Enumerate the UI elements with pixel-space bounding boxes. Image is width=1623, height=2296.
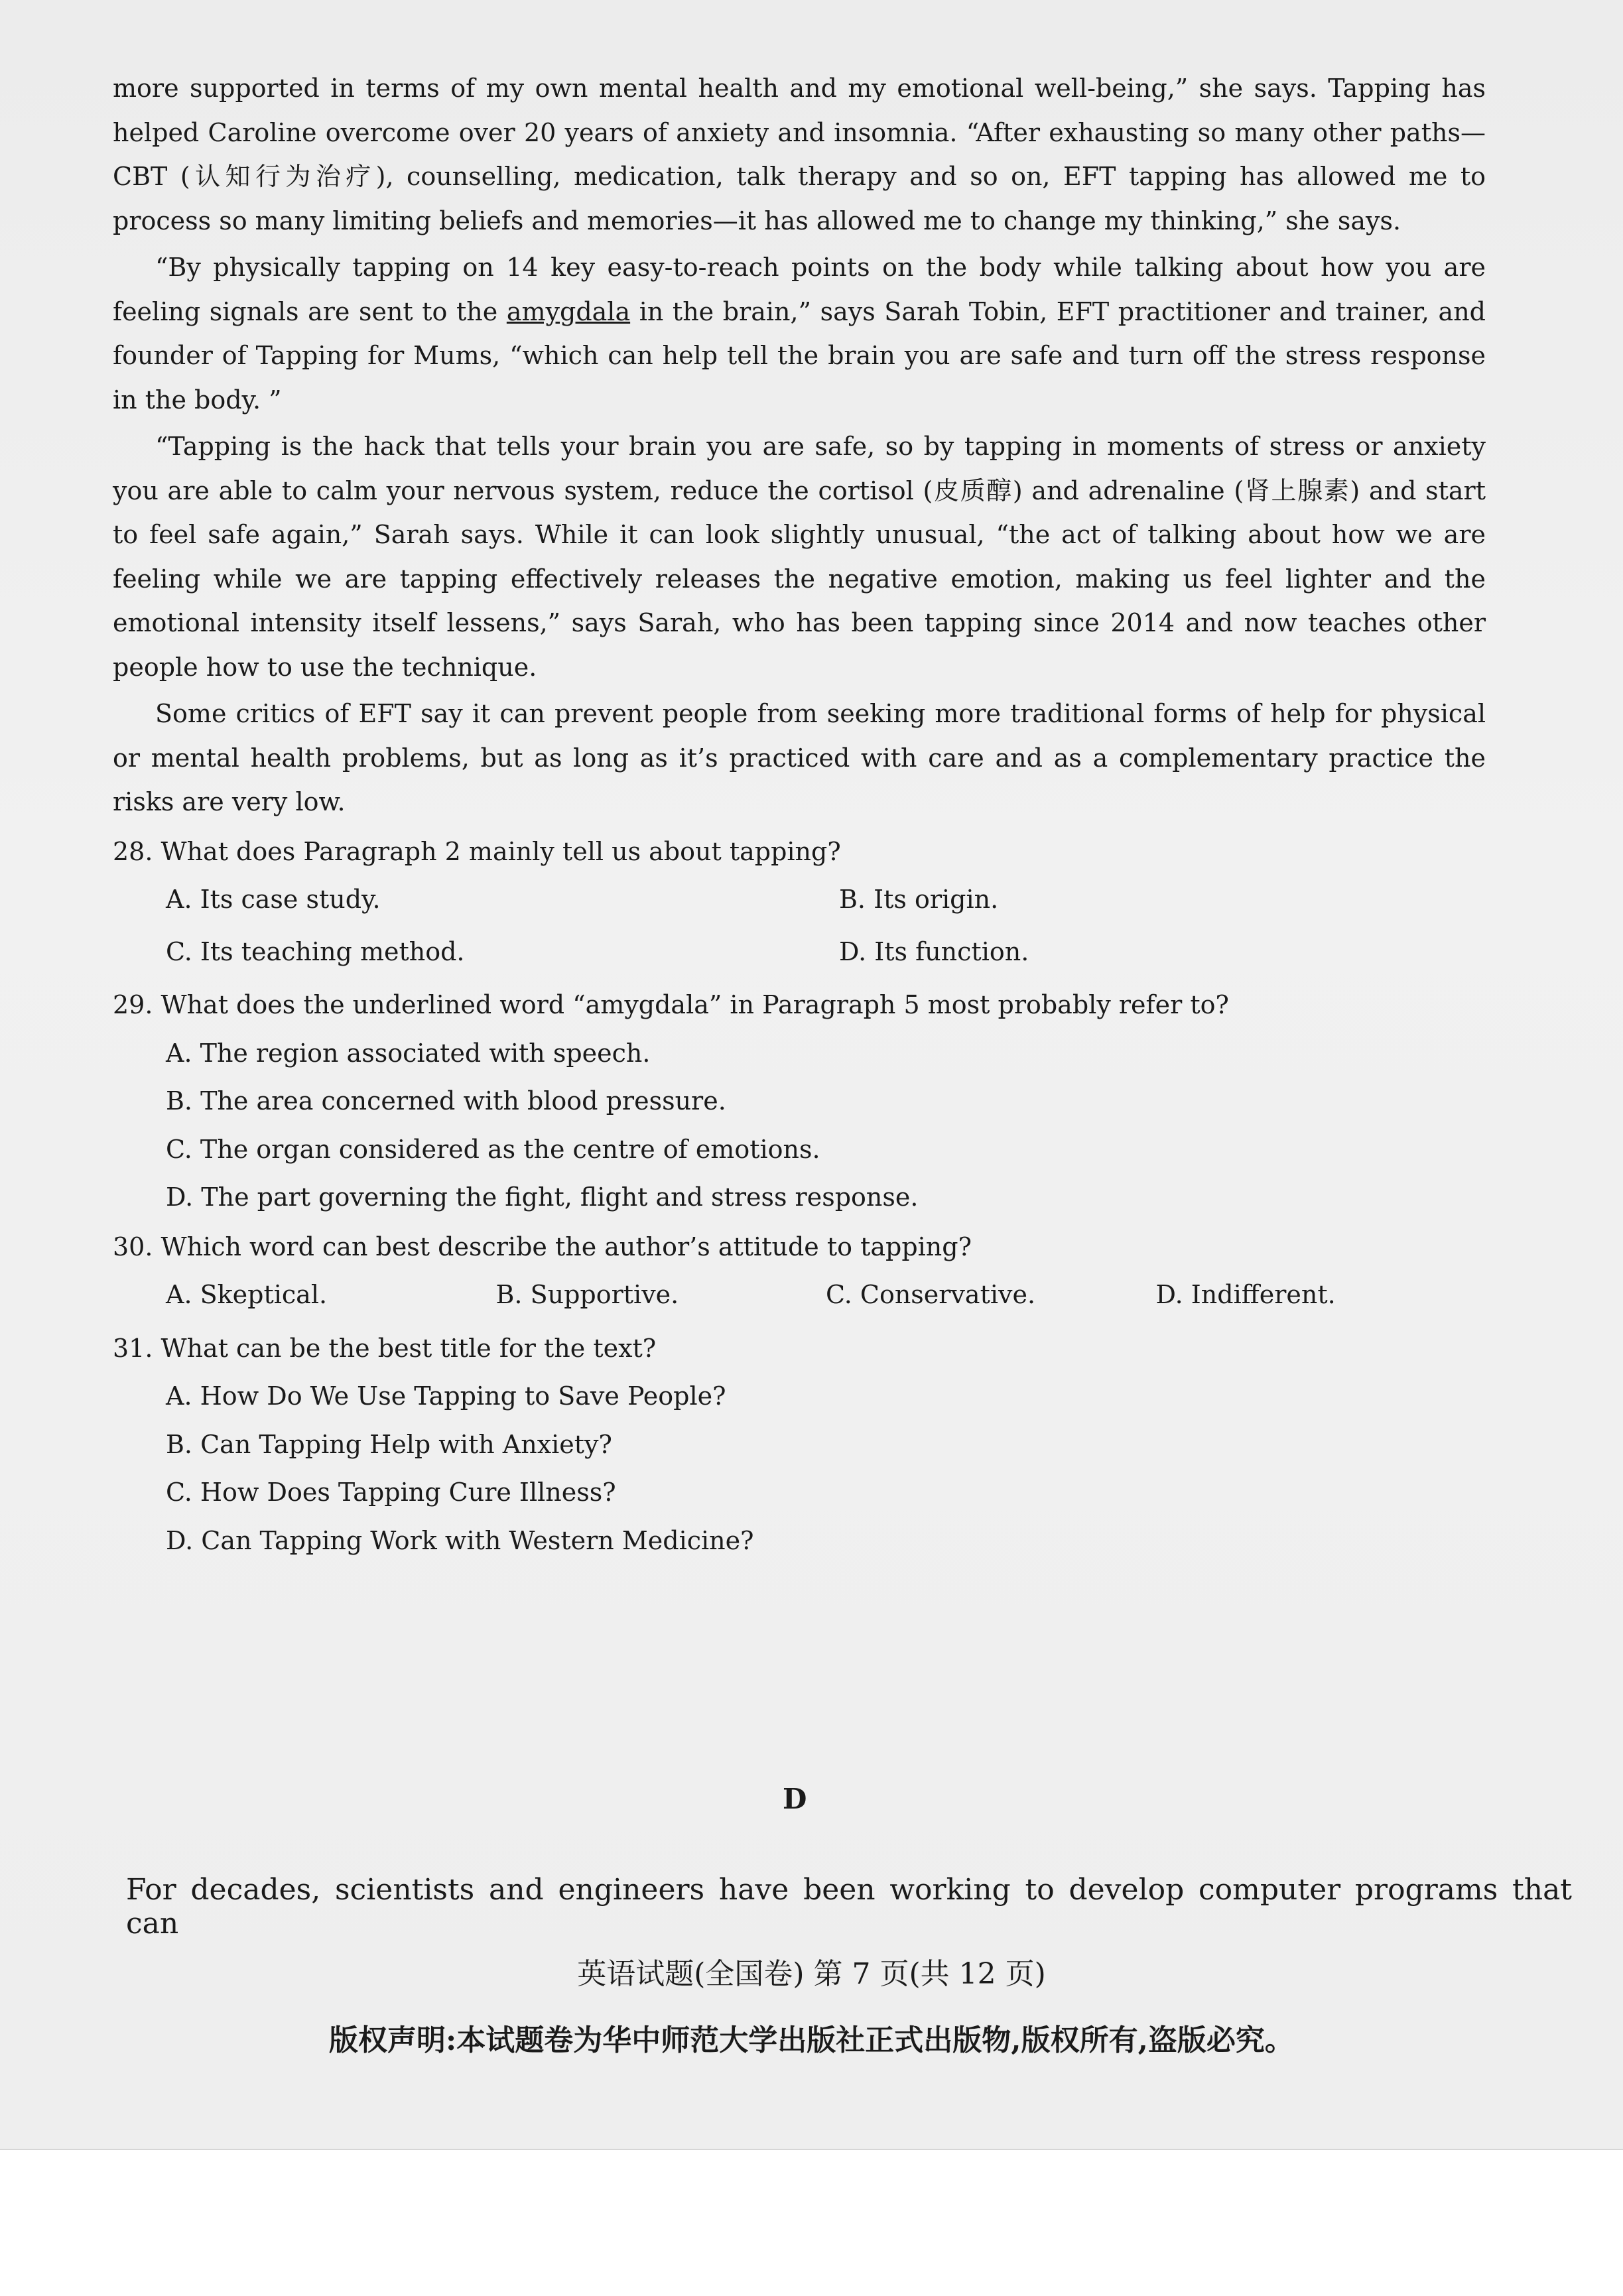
option-list [113, 873, 1486, 978]
option-b: B. Can Tapping Help with Anxiety? [166, 1429, 612, 1459]
option-c: C. Its teaching method. [166, 936, 465, 966]
reading-passage [113, 66, 1486, 1566]
question-stem: 28. What does Paragraph 2 mainly tell us about tapping? [113, 836, 841, 866]
option-d: D. Indifferent. [1155, 1280, 1336, 1309]
question-stem: 30. Which word can best describe the author’s attitude to tapping? [113, 1232, 972, 1261]
paragraph-text: in the brain,” says Sarah Tobin, EFT practitioner and trainer, and founder of Tapping for Mums, “which can help tell the brain you are safe and turn off the stress response in the body. ” [113, 296, 1486, 415]
option-list [113, 1374, 1486, 1563]
question-stem: 31. What can be the best title for the text? [113, 1333, 657, 1363]
option-a: A. Skeptical. [166, 1280, 328, 1309]
option-d: D. Its function. [839, 936, 1029, 966]
option-b: B. Supportive. [495, 1280, 679, 1309]
question-30 [113, 1225, 1486, 1321]
option-a: A. Its case study. [166, 885, 381, 914]
question-31 [113, 1326, 1486, 1563]
passage-paragraph: “Tapping is the hack that tells your brain you are safe, so by tapping in moments of stress or anxiety you are able to calm your nervous system, reduce the cortisol (皮质醇) and adrenaline (肾上腺素) and start to feel safe again,” Sarah says. While it can look slightly unusual, “the act of talking about how we are feeling while we are tapping effectively releases the negative emotion, making us feel lighter and the emotional intensity itself lessens,” says Sarah, who has been tapping since 2014 and now teaches other people how to use the technique. [113, 432, 1486, 682]
passage-paragraph: more supported in terms of my own mental health and my emotional well-being,” she says. Tapping has helped Caroline overcome over 20 years of anxiety and insomnia. “After exhausting so many other paths—CBT (认知行为治疗), counselling, medication, talk therapy and so on, EFT tapping has allowed me to process so many limiting beliefs and memories—it has allowed me to change my thinking,” she says. [113, 74, 1486, 235]
option-c: C. How Does Tapping Cure Illness? [166, 1478, 616, 1507]
option-b: B. The area concerned with blood pressure. [166, 1086, 726, 1116]
option-list [113, 1031, 1486, 1220]
passage-paragraph: Some critics of EFT say it can prevent people from seeking more traditional forms of help for physical or mental health problems, but as long as it’s practiced with care and as a complementary practice the risks are very low. [113, 699, 1486, 816]
question-stem: 29. What does the underlined word “amygdala” in Paragraph 5 most probably refer to? [113, 990, 1229, 1019]
underlined-word: amygdala [506, 296, 631, 326]
option-d: D. Can Tapping Work with Western Medicine? [166, 1525, 754, 1555]
paragraph-text: “By physically tapping on 14 key easy-to-reach points on the body while talking about how you are feeling signals are sent to the [113, 253, 1486, 326]
question-29 [113, 983, 1486, 1220]
option-c: C. Conservative. [826, 1280, 1036, 1309]
copyright-notice: 版权声明:本试题卷为华中师范大学出版社正式出版物,版权所有,盗版必究。 [329, 2023, 1294, 2057]
passage-paragraph [113, 245, 1486, 422]
option-c: C. The organ considered as the centre of emotions. [166, 1134, 820, 1164]
page-footer: 英语试题(全国卷) 第 7 页(共 12 页) [577, 1957, 1046, 1991]
option-b: B. Its origin. [839, 885, 999, 914]
section-d-opening: For decades, scientists and engineers have been working to develop computer programs that can [126, 1873, 1572, 1941]
option-a: A. The region associated with speech. [166, 1038, 651, 1068]
option-a: A. How Do We Use Tapping to Save People? [166, 1381, 726, 1411]
question-28 [113, 830, 1486, 978]
option-list [113, 1269, 1486, 1321]
section-heading: D [783, 1783, 807, 1815]
option-d: D. The part governing the fight, flight and stress response. [166, 1182, 919, 1212]
